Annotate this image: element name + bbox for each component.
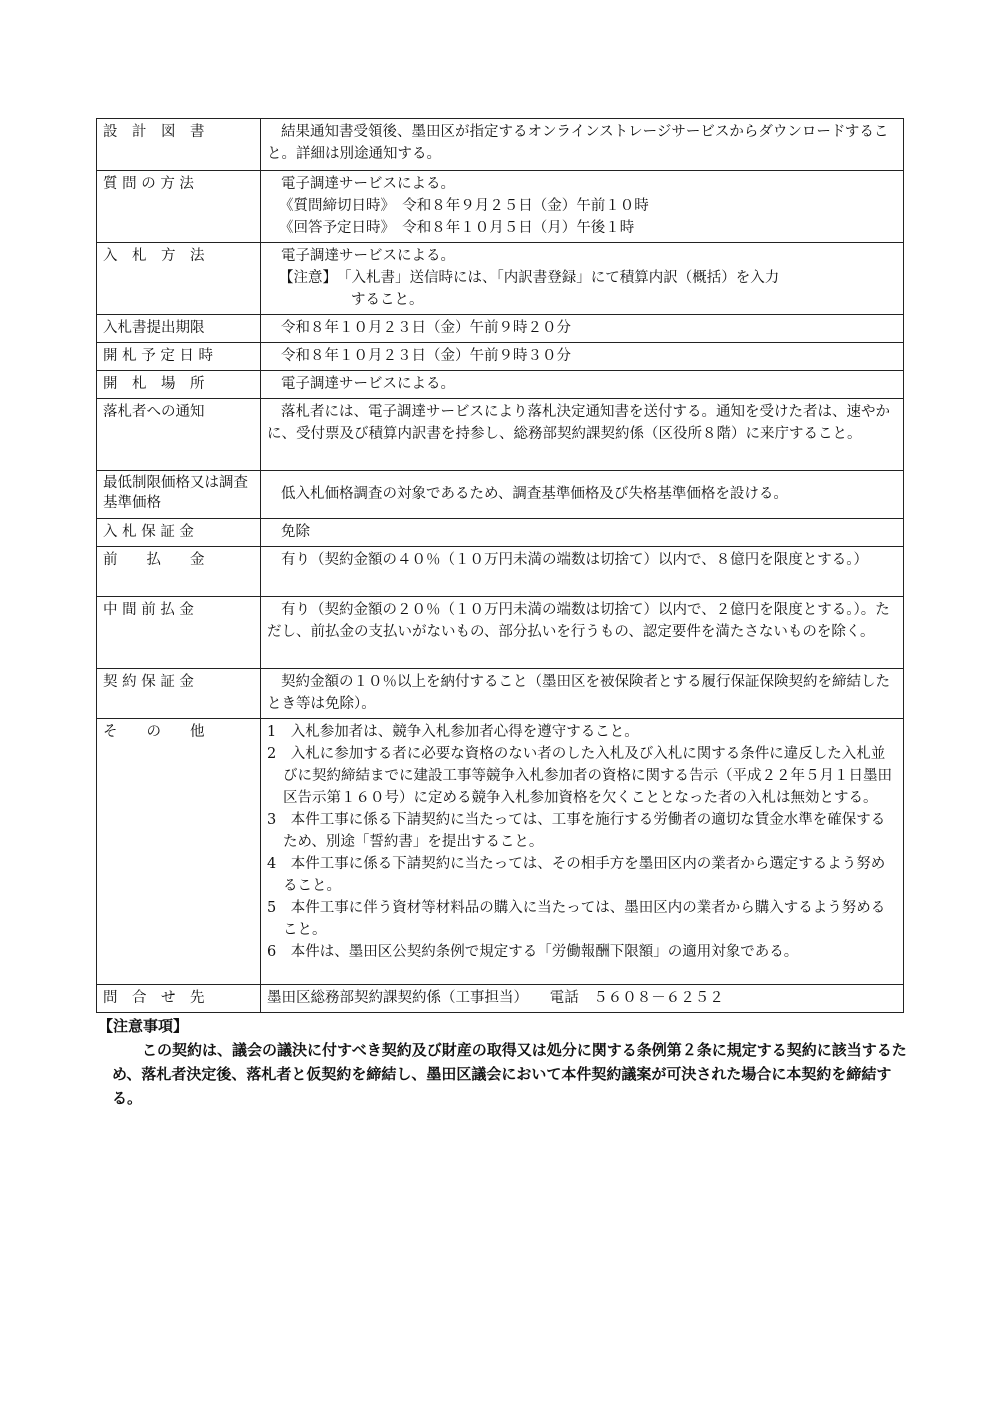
value-line: 電子調達サービスによる。 <box>281 176 455 192</box>
value-line: 有り（契約金額の２０％（１０万円未満の端数は切捨て）以内で、２億円を限度とする。）。ただし、前払金の支払いがないもの、部分払いを行うもの、認定要件を満たさないものを除く。 <box>267 602 890 640</box>
value-line: 結果通知書受領後、墨田区が指定するオンラインストレージサービスからダウンロードすること。詳細は別途通知する。 <box>267 124 889 162</box>
row-value <box>261 547 904 597</box>
row-value <box>261 719 904 985</box>
row-value <box>261 399 904 471</box>
list-item: 6 本件は、墨田区公契約条例で規定する「労働報酬下限額」の適用対象である。 <box>267 944 799 960</box>
table-row <box>97 669 904 719</box>
table-row <box>97 343 904 371</box>
value-line: 免除 <box>281 524 310 540</box>
value-line: すること。 <box>351 292 424 308</box>
table-row <box>97 985 904 1013</box>
row-label: 中 間 前 払 金 <box>97 597 261 669</box>
value-line: 令和８年１０月２３日（金）午前９時２０分 <box>281 320 571 336</box>
table-row <box>97 399 904 471</box>
row-label: 最低制限価格又は調査基準価格 <box>97 471 261 519</box>
row-label: 開 札 場 所 <box>97 371 261 399</box>
value-line: 電子調達サービスによる。 <box>281 376 455 392</box>
value-line: 有り（契約金額の４０％（１０万円未満の端数は切捨て）以内で、８億円を限度とする。） <box>281 552 868 568</box>
value-line: 契約金額の１０％以上を納付すること（墨田区を被保険者とする履行保証保険契約を締結したとき等は免除）。 <box>267 674 890 712</box>
list-item: 5 本件工事に伴う資材等材料品の購入に当たっては、墨田区内の業者から購入するよう努めること。 <box>267 900 886 938</box>
list-item: 3 本件工事に係る下請契約に当たっては、工事を施行する労働者の適切な賃金水準を確保するため、別途「誓約書」を提出すること。 <box>267 812 886 850</box>
row-value <box>261 985 904 1013</box>
value-line: 令和８年１０月２３日（金）午前９時３０分 <box>281 348 571 364</box>
row-label: 入 札 方 法 <box>97 243 261 315</box>
value-line: 墨田区総務部契約課契約係（工事担当） 電話 ５６０８－６２５２ <box>267 990 724 1006</box>
table-row <box>97 315 904 343</box>
row-value <box>261 243 904 315</box>
table-row <box>97 471 904 519</box>
notice-section <box>98 1014 908 1110</box>
row-label: 前 払 金 <box>97 547 261 597</box>
notice-body: この契約は、議会の議決に付すべき契約及び財産の取得又は処分に関する条例第２条に規定する契約に該当するため、落札者決定後、落札者と仮契約を締結し、墨田区議会において本件契約議案が可決された場合に本契約を締結する。 <box>112 1041 907 1107</box>
value-line: 電子調達サービスによる。 <box>281 248 455 264</box>
row-label: 問 合 せ 先 <box>97 985 261 1013</box>
row-label: 契 約 保 証 金 <box>97 669 261 719</box>
notice-heading: 【注意事項】 <box>98 1017 189 1035</box>
table-row <box>97 719 904 985</box>
row-value <box>261 597 904 669</box>
row-value <box>261 669 904 719</box>
row-value <box>261 343 904 371</box>
table-row <box>97 519 904 547</box>
list-item: 4 本件工事に係る下請契約に当たっては、その相手方を墨田区内の業者から選定するよう努めること。 <box>267 856 886 894</box>
row-value <box>261 315 904 343</box>
row-label: 落札者への通知 <box>97 399 261 471</box>
row-value <box>261 519 904 547</box>
value-line: 《回答予定日時》 令和８年１０月５日（月）午後１時 <box>279 220 635 236</box>
value-line: 《質問締切日時》 令和８年９月２５日（金）午前１０時 <box>279 198 649 214</box>
table-row <box>97 547 904 597</box>
table-row <box>97 597 904 669</box>
value-line: 低入札価格調査の対象であるため、調査基準価格及び失格基準価格を設ける。 <box>281 486 788 502</box>
row-value <box>261 371 904 399</box>
value-line: 【注意】 「入札書」送信時には、「内訳書登録」にて積算内訳（概括）を入力 <box>279 270 780 286</box>
row-label: そ の 他 <box>97 719 261 985</box>
list-item: 2 入札に参加する者に必要な資格のない者のした入札及び入札に関する条件に違反した入札並びに契約締結までに建設工事等競争入札参加者の資格に関する告示（平成２２年５月１日墨田区告示第１６０号）に定める競争入札参加資格を欠くこととなった者の入札は無効とする。 <box>267 746 892 806</box>
table-row <box>97 119 904 171</box>
table-row <box>97 371 904 399</box>
table-row <box>97 243 904 315</box>
row-label: 入 札 保 証 金 <box>97 519 261 547</box>
row-label: 入札書提出期限 <box>97 315 261 343</box>
row-value <box>261 471 904 519</box>
row-label: 開 札 予 定 日 時 <box>97 343 261 371</box>
row-label: 質 問 の 方 法 <box>97 171 261 243</box>
list-item: 1 入札参加者は、競争入札参加者心得を遵守すること。 <box>267 724 639 740</box>
row-value <box>261 171 904 243</box>
row-label: 設 計 図 書 <box>97 119 261 171</box>
value-line: 落札者には、電子調達サービスにより落札決定通知書を送付する。通知を受けた者は、速やかに、受付票及び積算内訳書を持参し、総務部契約課契約係（区役所８階）に来庁すること。 <box>267 404 890 442</box>
tender-spec-table <box>96 118 904 1013</box>
table-row <box>97 171 904 243</box>
row-value <box>261 119 904 171</box>
